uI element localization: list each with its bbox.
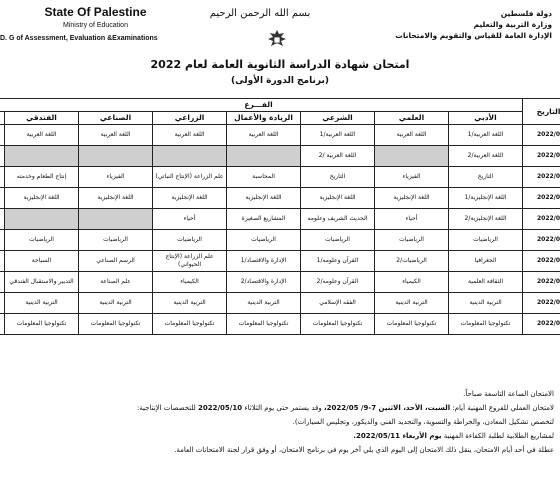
subject-cell: الرياضيات xyxy=(375,230,449,251)
subject-cell: تكنولوجيا المعلومات xyxy=(227,314,301,335)
subject-cell: التربية الدينية xyxy=(449,293,523,314)
branch-header: الأدبي xyxy=(449,112,523,125)
note-holiday-rule: عطلة في أحد أيام الامتحان، ينقل ذلك الامتحان إلى اليوم الذي يلي آخر يوم في برنامج الامتحان، أو وفق قرار لجنة الامتحانات العامة. xyxy=(174,446,554,454)
subject-cell: الرياضيات/2 xyxy=(375,251,449,272)
cut-cell xyxy=(0,272,5,293)
table-row xyxy=(0,293,560,314)
date-cell: 2022/0 xyxy=(523,293,560,314)
cut-cell xyxy=(0,230,5,251)
table-row xyxy=(0,314,560,335)
subject-cell: اللغة العربية/1 xyxy=(301,125,375,146)
schedule-body xyxy=(0,125,560,335)
table-row xyxy=(0,146,560,167)
branch-header: الشرعي xyxy=(301,112,375,125)
ministry-name-ar: وزارة التربية والتعليم xyxy=(473,20,552,29)
date-cell: 2022/0 xyxy=(523,272,560,293)
subject-cell: المشاريع الصغيرة xyxy=(227,209,301,230)
subject-cell: تكنولوجيا المعلومات xyxy=(301,314,375,335)
subject-cell: التربية الدينية xyxy=(227,293,301,314)
arabic-header xyxy=(392,8,552,41)
subject-cell xyxy=(227,146,301,167)
subject-cell: علم الصناعة xyxy=(79,272,153,293)
subject-cell: القرآن وعلومه/2 xyxy=(301,272,375,293)
date-cell: 2022/0 xyxy=(523,230,560,251)
subject-cell: الرياضيات xyxy=(449,230,523,251)
subject-cell: الجغرافيا xyxy=(449,251,523,272)
subject-cell: التربية الدينية xyxy=(79,293,153,314)
cut-cell xyxy=(0,167,5,188)
subject-cell: تكنولوجيا المعلومات xyxy=(375,314,449,335)
branch-header: الزراعي xyxy=(153,112,227,125)
directorate-name-ar: الإدارة العامة للقياس والتقويم والامتحانات xyxy=(395,31,552,40)
subject-cell: اللغة الإنجليزية xyxy=(79,188,153,209)
subject-cell: الفيزياء xyxy=(375,167,449,188)
table-row xyxy=(0,125,560,146)
note-start-time: الامتحان الساعة التاسعة صباحاً. xyxy=(463,390,554,398)
subject-cell: تكنولوجيا المعلومات xyxy=(449,314,523,335)
subject-cell: التاريخ xyxy=(301,167,375,188)
subject-cell: التربية الدينية xyxy=(5,293,79,314)
table-row xyxy=(0,251,560,272)
table-row xyxy=(0,209,560,230)
subject-cell: أحياء xyxy=(153,209,227,230)
subject-cell: اللغة العربية /2 xyxy=(301,146,375,167)
subject-cell xyxy=(79,209,153,230)
state-name-ar: دولة فلسطين xyxy=(500,9,552,18)
subject-cell: الفيزياء xyxy=(79,167,153,188)
date-cell: 2022/0 xyxy=(523,209,560,230)
date-cell: 2022/0 xyxy=(523,314,560,335)
palestine-eagle-emblem-icon xyxy=(266,28,288,50)
branch-header-cut xyxy=(0,112,5,125)
branch-header: الفندقي xyxy=(5,112,79,125)
note-student-projects: لمشاريع الطلابية لطلبة الكفاءة المهنية يوم الأربعاء 2022/05/11. xyxy=(353,432,554,440)
subject-cell: اللغة الإنجليزية xyxy=(153,188,227,209)
subject-cell: اللغة الإنجليزية/1 xyxy=(449,188,523,209)
subject-cell: التدبير والاستقبال الفندقي xyxy=(5,272,79,293)
basmala-calligraphy: بسم الله الرحمن الرحيم xyxy=(209,8,311,19)
cut-cell xyxy=(0,125,5,146)
cut-cell xyxy=(0,251,5,272)
subject-cell: إنتاج الطعام وخدمته xyxy=(5,167,79,188)
subject-cell: الرياضيات xyxy=(153,230,227,251)
subject-cell xyxy=(79,146,153,167)
subject-cell: التاريخ xyxy=(449,167,523,188)
date-cell: 2022/0 xyxy=(523,125,560,146)
cut-cell xyxy=(0,209,5,230)
subject-cell: اللغة العربية xyxy=(5,125,79,146)
subject-cell: التربية الدينية xyxy=(375,293,449,314)
english-header xyxy=(0,5,183,45)
branch-header: العلمي xyxy=(375,112,449,125)
date-cell: 2022/0 xyxy=(523,167,560,188)
subject-cell xyxy=(5,146,79,167)
subject-cell: اللغة الإنجليزية xyxy=(227,188,301,209)
subject-cell: الكيمياء xyxy=(153,272,227,293)
subject-cell: القرآن وعلومه/1 xyxy=(301,251,375,272)
subject-cell: اللغة العربية/1 xyxy=(449,125,523,146)
note-specializations: لتخصص تشكيل المعادن، والخراطة والتسوية، والتجديد الفني والديكور، وتجليس السيارات). xyxy=(292,418,554,426)
subject-cell: الثقافة العلمية xyxy=(449,272,523,293)
subject-cell: اللغة الإنجليزية xyxy=(5,188,79,209)
table-row xyxy=(0,272,560,293)
branch-group-header: الفـــرع xyxy=(0,99,523,112)
subject-cell: علم الزراعة (الإنتاج الحيواني) xyxy=(153,251,227,272)
branch-header: الصناعي xyxy=(79,112,153,125)
subject-cell: الحديث الشريف وعلومه xyxy=(301,209,375,230)
cut-cell xyxy=(0,188,5,209)
ministry-name-en: Ministry of Education xyxy=(63,22,128,29)
table-row xyxy=(0,167,560,188)
subject-cell: اللغة العربية/2 xyxy=(449,146,523,167)
subject-cell: الإدارة والاقتصاد/2 xyxy=(227,272,301,293)
subject-cell: اللغة الإنجليزية/2 xyxy=(449,209,523,230)
document-subtitle: (برنامج الدورة الأولى) xyxy=(231,76,329,86)
subject-cell: التربية الدينية xyxy=(153,293,227,314)
cut-cell xyxy=(0,146,5,167)
subject-cell: علم الزراعة (الإنتاج النباتي) xyxy=(153,167,227,188)
subject-cell: الرياضيات xyxy=(5,230,79,251)
subject-cell xyxy=(153,146,227,167)
notes-section xyxy=(6,387,554,457)
subject-cell: تكنولوجيا المعلومات xyxy=(79,314,153,335)
subject-cell: اللغة الإنجليزية xyxy=(301,188,375,209)
subject-cell: اللغة العربية xyxy=(227,125,301,146)
state-name-en: State Of Palestine xyxy=(44,5,147,19)
date-cell: 2022/0 xyxy=(523,188,560,209)
subject-cell: اللغة الإنجليزية xyxy=(375,188,449,209)
note-practical-exam: لامتحان العملي للفروع المهنية أيام: السبت، الأحد، الاثنين 7-9/ 2022/05، وقد يستمر حتى يوم الثلاثاء 2022/05/10 للتخصصات الإنتاجية: xyxy=(136,404,554,412)
subject-cell xyxy=(375,146,449,167)
date-column-header: التاريخ xyxy=(523,99,560,125)
subject-cell: الرياضيات xyxy=(227,230,301,251)
directorate-name-en: D. G of Assessment, Evaluation &Examinations xyxy=(0,35,158,42)
cut-cell xyxy=(0,293,5,314)
subject-cell: تكنولوجيا المعلومات xyxy=(5,314,79,335)
subject-cell: الرسم الصناعي xyxy=(79,251,153,272)
subject-cell: الكيمياء xyxy=(375,272,449,293)
cut-cell xyxy=(0,314,5,335)
date-cell: 2022/0 xyxy=(523,146,560,167)
subject-cell: الإدارة والاقتصاد/1 xyxy=(227,251,301,272)
subject-cell: الفقه الإسلامي xyxy=(301,293,375,314)
document-title: امتحان شهادة الدراسة الثانوية العامة لعام 2022 xyxy=(150,58,410,71)
subject-cell: السياحة xyxy=(5,251,79,272)
branch-names-row xyxy=(0,112,560,125)
subject-cell: اللغة العربية xyxy=(153,125,227,146)
subject-cell: المحاسبة xyxy=(227,167,301,188)
branch-group-header-row xyxy=(0,99,560,112)
subject-cell: الرياضيات xyxy=(79,230,153,251)
date-cell: 2022/0 xyxy=(523,251,560,272)
subject-cell: أحياء xyxy=(375,209,449,230)
exam-schedule-table xyxy=(0,98,560,335)
table-row xyxy=(0,188,560,209)
subject-cell: الرياضيات xyxy=(301,230,375,251)
subject-cell: اللغة العربية xyxy=(79,125,153,146)
subject-cell: اللغة العربية xyxy=(375,125,449,146)
branch-header: الريادة والأعمال xyxy=(227,112,301,125)
subject-cell: تكنولوجيا المعلومات xyxy=(153,314,227,335)
subject-cell xyxy=(5,209,79,230)
table-row xyxy=(0,230,560,251)
